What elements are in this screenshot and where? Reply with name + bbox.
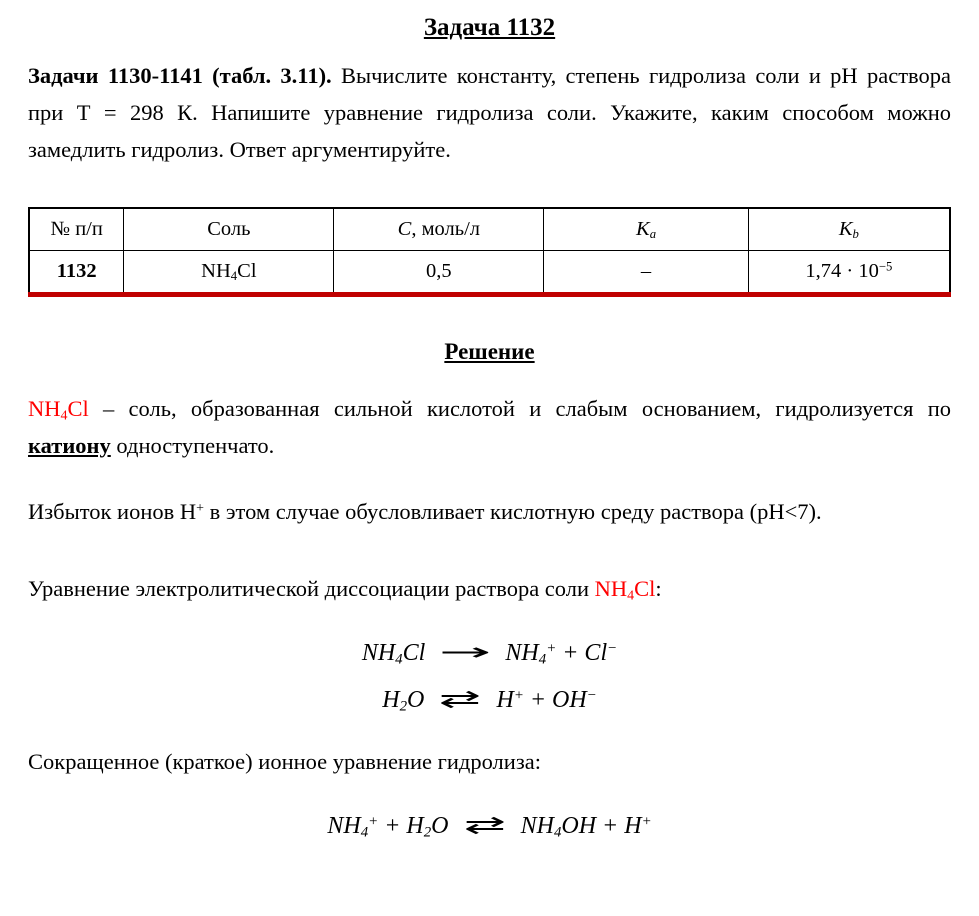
cell-problem-number: 1132 [29, 250, 124, 294]
hydrolysis-ionic-equation: $NH_4^+ + H_2O$ ⇄ $NH_4OH + H^+$ [327, 811, 652, 841]
table-row [29, 250, 950, 294]
equations-block [28, 638, 951, 714]
header-cell-number: № п/п [29, 208, 124, 251]
header-cell-concentration: С, моль/л [334, 208, 544, 251]
problem-title: Задача 1132 [423, 14, 556, 41]
table-body [29, 250, 950, 294]
water-equilibrium-equation: $H_2O$ ⇄ H+ + OH− [382, 685, 597, 715]
solution-heading: Решение [444, 338, 535, 364]
header-cell-salt: Соль [124, 208, 334, 251]
cell-ka-value: – [544, 250, 748, 294]
problem-conditions-table [28, 207, 951, 297]
dissociation-equation: $NH_4Cl \to NH_4^+ + Cl^-$ [361, 638, 618, 668]
table-header-row [29, 208, 950, 251]
salt-description-paragraph: $NH_4Cl$ – соль, образованная сильной кислотой и слабым основанием, гидролизуется по катиону одноступенчато. [28, 395, 951, 458]
short-ionic-intro-paragraph: Сокращенное (краткое) ионное уравнение гидролиза: [28, 749, 541, 775]
dissociation-intro-paragraph: Уравнение электролитической диссоциации раствора соли $NH_4Cl$: [28, 576, 662, 604]
cell-kb-value: $1,74 \cdot 10^{-5}$ [748, 250, 950, 294]
table-header [29, 208, 950, 251]
header-cell-kb: $K_b$ [748, 208, 950, 251]
acidity-paragraph: Избыток ионов Н+ в этом случае обусловливает кислотную среду раствора (pH<7). [28, 499, 822, 525]
cell-salt-formula: $NH_4Cl$ [124, 250, 334, 294]
header-cell-ka: $K_a$ [544, 208, 748, 251]
intro-paragraph: Задачи 1130-1141 (табл. 3.11). Вычислите константу, степень гидролиза соли и pH раствора при Т = 298 К. Напишите уравнение гидролиза соли. Укажите, каким способом можно замедлить гидролиз. Ответ аргументируйте. [28, 63, 951, 162]
cell-concentration: 0,5 [334, 250, 544, 294]
